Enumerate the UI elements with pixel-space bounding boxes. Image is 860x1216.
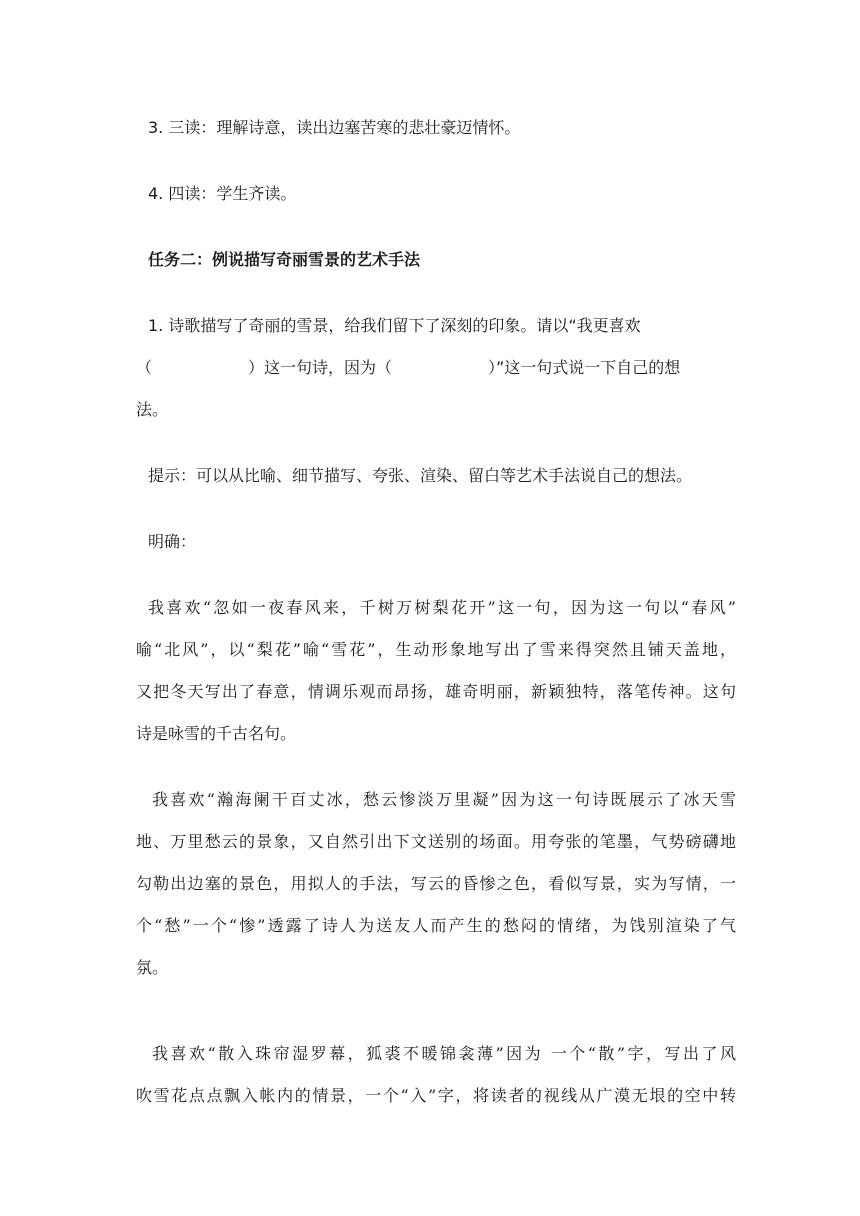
para-2-line-1: 我喜欢“瀚海阑干百丈冰，愁云惨淡万里凝”因为这一句诗既展示了冰天雪 — [152, 790, 736, 809]
para-1-line-3: 又把冬天写出了春意，情调乐观而昂扬，雄奇明丽，新颖独特，落笔传神。这句 — [136, 682, 736, 701]
para-3-line-1: 我喜欢“散入珠帘湿罗幕，狐裘不暖锦衾薄”因为 一个“散”字，写出了风 — [152, 1044, 736, 1063]
para-1-line-4: 诗是咏雪的千古名句。 — [136, 724, 297, 743]
para-1-line-1: 我喜欢“忽如一夜春风来，千树万树梨花开”这一句，因为这一句以“春风” — [148, 598, 736, 617]
para-2-line-5: 氛。 — [136, 958, 169, 977]
step-4-line: 4. 四读：学生齐读。 — [148, 184, 297, 203]
para-2-line-3: 勾勒出边塞的景色，用拟人的手法，写云的昏惨之色，看似写景，实为写情，一 — [136, 874, 736, 893]
step-3-line: 3. 三读：理解诗意，读出边塞苦寒的悲壮豪迈情怀。 — [148, 118, 521, 137]
task-2-heading: 任务二：例说描写奇丽雪景的艺术手法 — [148, 250, 421, 269]
para-2-line-4: 个“愁”一个“惨”透露了诗人为送友人而产生的愁闷的情绪，为饯别渲染了气 — [136, 916, 736, 935]
para-1-line-2: 喻“北风”，以“梨花”喻“雪花”，生动形象地写出了雪来得突然且铺天盖地， — [136, 640, 736, 659]
question-1-line-3: 法。 — [136, 400, 169, 419]
para-2-line-2: 地、万里愁云的景象，又自然引出下文送别的场面。用夸张的笔墨，气势磅礴地 — [136, 832, 736, 851]
hint-line: 提示：可以从比喻、细节描写、夸张、渲染、留白等艺术手法说自己的想法。 — [148, 466, 693, 485]
para-3-line-2: 吹雪花点点飘入帐内的情景，一个“入”字，将读者的视线从广漠无垠的空中转 — [136, 1086, 736, 1105]
answer-label: 明确： — [148, 532, 197, 551]
question-1-line-2: （ ）这一句诗，因为（ ）”这一句式说一下自己的想 — [136, 358, 681, 377]
question-1-line-1: 1. 诗歌描写了奇丽的雪景，给我们留下了深刻的印象。请以“我更喜欢 — [148, 316, 641, 335]
